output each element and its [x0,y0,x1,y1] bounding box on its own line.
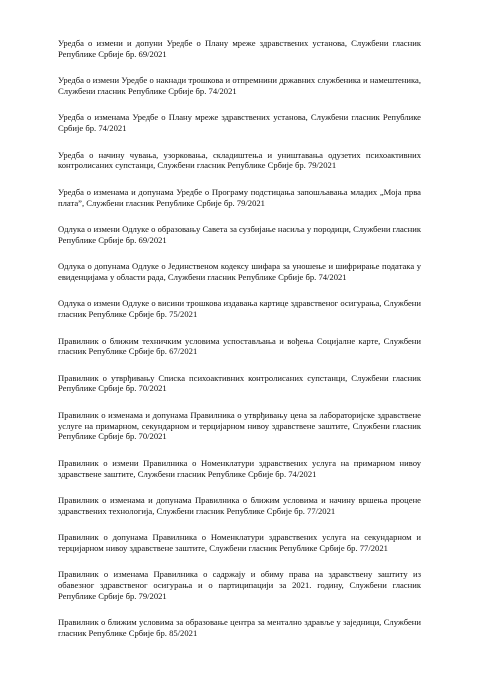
document-page [58,38,421,655]
rulebook-entry: Правилник о утврђивању Списка психоактивних контролисаних супстанци, Службени гласник Републике Србије бр. 70/2021 [58,372,421,394]
regulation-entry: Уредба о изменама Уредбе о Плану мреже здравствених установа, Службени гласник Републике Србије бр. 74/2021 [58,112,421,134]
regulation-entry: Уредба о изменама и допунама Уредбе о Програму подстицања запошљавања младих „Моја прва плата”, Службени гласник Републике Србије бр. 79/2021 [58,186,421,208]
regulation-entry: Уредба о измени Уредбе о накнади трошкова и отпремнини државних службеника и намештеника, Службени гласник Републике Србије бр. 74/2021 [58,75,421,96]
rulebook-entry: Правилник о изменама Правилника о садржају и обиму права на здравствену заштиту из обавезног здравственог осигурања и о партиципацији за 2021. годину, Службени гласник Републике Србије бр. 79/2021 [58,569,421,602]
decision-entry: Одлука о измени Одлуке о висини трошкова издавања картице здравственог осигурања, Службени гласник Републике Србије бр. 75/2021 [58,298,421,320]
rulebook-entry: Правилник о ближим условима за образовање центра за ментално здравље у заједници, Службени гласник Републике Србије бр. 85/2021 [58,617,421,639]
rulebook-entry: Правилник о измени Правилника о Номенклатури здравствених услуга на примарном нивоу здравствене заштите, Службени гласник Републике Србије бр. 74/2021 [58,457,421,479]
decision-entry: Одлука о измени Одлуке о образовању Савета за сузбијање насиља у породици, Службени гласник Републике Србије бр. 69/2021 [58,223,421,245]
regulation-entry: Уредба о начину чувања, узорковања, складиштења и уништавања одузетих психоактивних контролисаних супстанци, Службени гласник Републике Србије бр. 79/2021 [58,149,421,171]
rulebook-entry: Правилник о ближим техничким условима успостављања и вођења Социјалне карте, Службени гласник Републике Србије бр. 67/2021 [58,335,421,357]
regulation-entry: Уредба о измени и допуни Уредбе о Плану мреже здравствених установа, Службени гласник Републике Србије бр. 69/2021 [58,38,421,59]
rulebook-entry: Правилник о допунама Правилника о Номенклатури здравствених услуга на секундарном и терцијарном нивоу здравствене заштите, Службени гласник Републике Србије бр. 77/2021 [58,532,421,554]
decision-entry: Одлука о допунама Одлуке о Јединственом кодексу шифара за уношење и шифрирање података у евиденцијама у области рада, Службени гласник Републике Србије бр. 74/2021 [58,261,421,282]
rulebook-entry: Правилник о изменама и допунама Правилника о утврђивању цена за лабораторијске здравствене услуге на примарном, секундарном и терцијарном нивоу здравствене заштите, Службени гласник Републике Србије бр. 70/2021 [58,409,421,442]
rulebook-entry: Правилник о изменама и допунама Правилника о ближим условима и начину вршења процене здравствених технологија, Службени гласник Републике Србије бр. 77/2021 [58,495,421,516]
